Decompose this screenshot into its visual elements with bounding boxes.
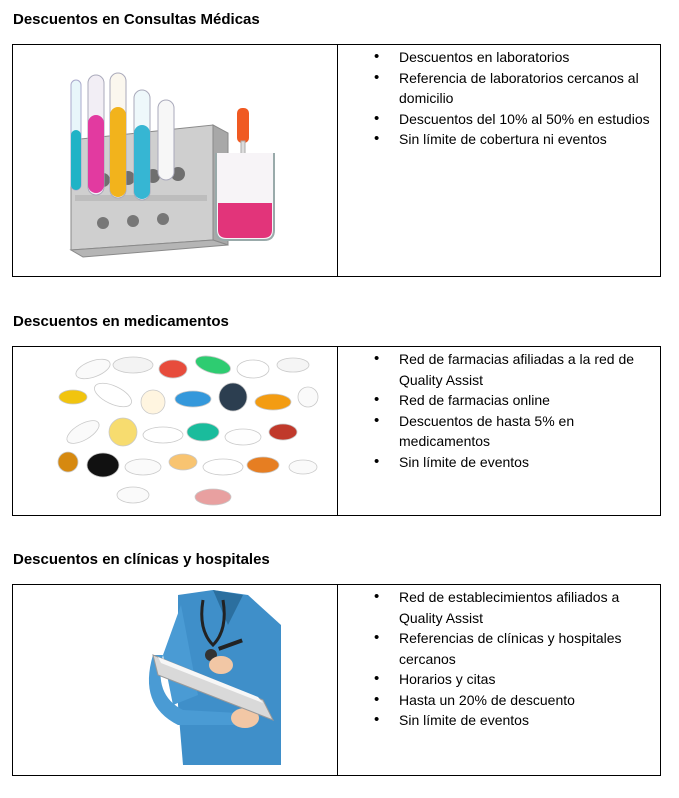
list-item: • Sin límite de eventos — [374, 452, 658, 473]
list-item: • Red de establecimientos afiliados a Quality Assist — [374, 587, 658, 628]
table-divider — [337, 584, 338, 776]
table-divider — [337, 44, 338, 277]
pills-image — [13, 347, 336, 515]
list-item: • Referencia de laboratorios cercanos al domicilio — [374, 68, 658, 109]
list-item: • Hasta un 20% de descuento — [374, 690, 658, 711]
list-item: • Horarios y citas — [374, 669, 658, 690]
benefits-list-consultas — [374, 47, 658, 150]
lab-test-tubes-image — [13, 45, 336, 276]
list-item: • Red de farmacias online — [374, 390, 658, 411]
section-title-consultas: Descuentos en Consultas Médicas — [13, 11, 260, 28]
list-item: • Sin límite de cobertura ni eventos — [374, 129, 658, 150]
list-item: • Referencias de clínicas y hospitales cercanos — [374, 628, 658, 669]
section-title-clinicas: Descuentos en clínicas y hospitales — [13, 551, 270, 568]
table-divider — [337, 346, 338, 516]
benefits-list-clinicas — [374, 587, 658, 731]
list-item: • Descuentos del 10% al 50% en estudios — [374, 109, 658, 130]
list-item: • Descuentos de hasta 5% en medicamentos — [374, 411, 658, 452]
nurse-image — [13, 585, 336, 775]
section-title-medicamentos: Descuentos en medicamentos — [13, 313, 229, 330]
list-item: • Sin límite de eventos — [374, 710, 658, 731]
benefits-list-medicamentos — [374, 349, 658, 472]
list-item: • Red de farmacias afiliadas a la red de Quality Assist — [374, 349, 658, 390]
list-item: • Descuentos en laboratorios — [374, 47, 658, 68]
